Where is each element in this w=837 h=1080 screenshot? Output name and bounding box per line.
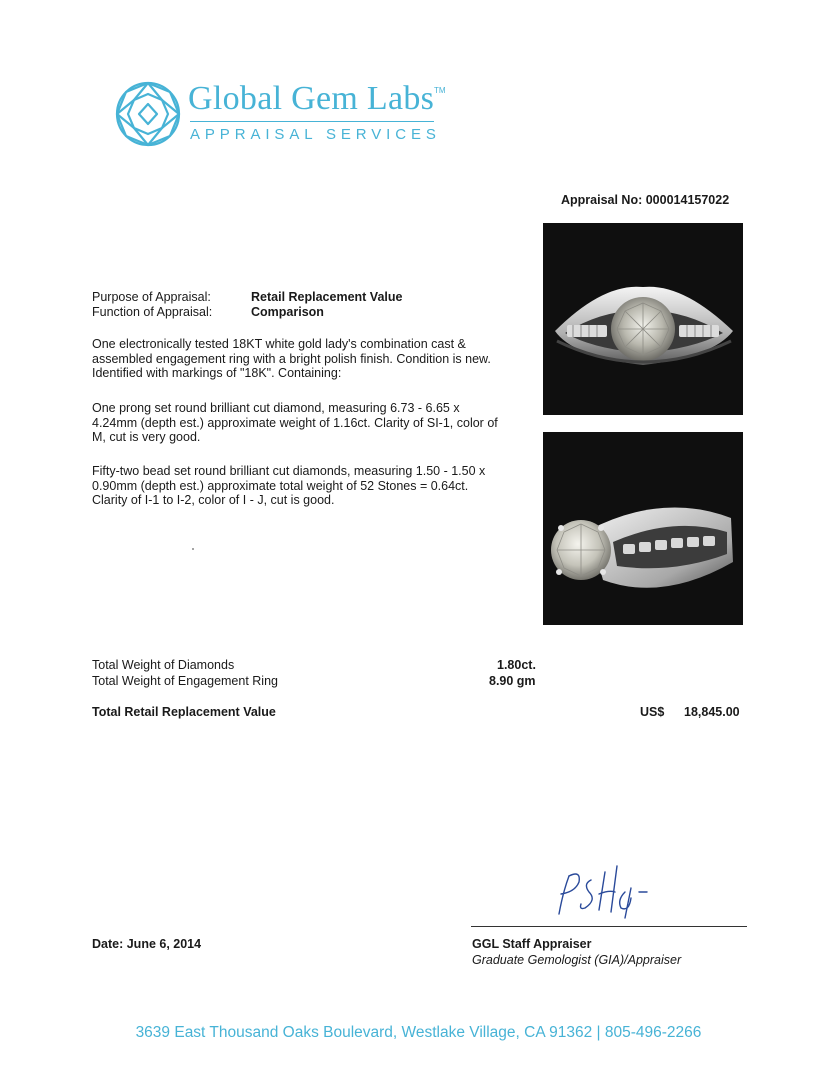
side-stones-description: Fifty-two bead set round brilliant cut diamonds, measuring 1.50 - 1.50 x 0.90mm (depth est.) approximate total weight of 52 Stones = 0.64ct. Clarity of I-1 to I-2, color of I - J, cut is good. bbox=[92, 464, 486, 508]
function-label: Function of Appraisal: bbox=[92, 305, 213, 319]
ring-description: One electronically tested 18KT white gold lady's combination cast & assembled engagement ring with a bright polish finish. Condition is new. Identified with markings of "18K". Containing: bbox=[92, 337, 491, 381]
signature-line bbox=[471, 926, 747, 927]
brand-name: Global Gem Labs bbox=[188, 80, 435, 117]
brand-subtitle: APPRAISAL SERVICES bbox=[190, 126, 441, 143]
trademark-mark: TM bbox=[434, 86, 446, 95]
ring-photo-side bbox=[543, 432, 743, 625]
appraisal-number: Appraisal No: 000014157022 bbox=[561, 193, 730, 207]
replacement-currency: US$ bbox=[640, 705, 665, 719]
brand-divider bbox=[190, 121, 434, 122]
purpose-label: Purpose of Appraisal: bbox=[92, 290, 211, 304]
total-diamonds-label: Total Weight of Diamonds bbox=[92, 658, 235, 672]
function-value: Comparison bbox=[251, 305, 324, 319]
scan-speck bbox=[192, 548, 194, 550]
purpose-value: Retail Replacement Value bbox=[251, 290, 403, 304]
total-ring-label: Total Weight of Engagement Ring bbox=[92, 674, 278, 688]
appraisal-date: Date: June 6, 2014 bbox=[92, 937, 202, 951]
replacement-value: 18,845.00 bbox=[684, 705, 740, 719]
footer-address: 3639 East Thousand Oaks Boulevard, Westlake Village, CA 91362 | 805-496-2266 bbox=[135, 1024, 702, 1041]
center-stone-description: One prong set round brilliant cut diamond, measuring 6.73 - 6.65 x 4.24mm (depth est.) approximate weight of 1.16ct. Clarity of SI-1, color of M, cut is very good. bbox=[92, 401, 498, 445]
ring-photo-front bbox=[543, 223, 743, 415]
faceted-diamond-icon bbox=[114, 80, 182, 148]
appraiser-title: GGL Staff Appraiser bbox=[472, 937, 592, 951]
replacement-value-label: Total Retail Replacement Value bbox=[92, 705, 276, 719]
appraiser-credential: Graduate Gemologist (GIA)/Appraiser bbox=[472, 953, 682, 967]
appraiser-signature bbox=[535, 862, 665, 922]
total-ring-value: 8.90 gm bbox=[489, 674, 536, 688]
total-diamonds-value: 1.80ct. bbox=[497, 658, 536, 672]
